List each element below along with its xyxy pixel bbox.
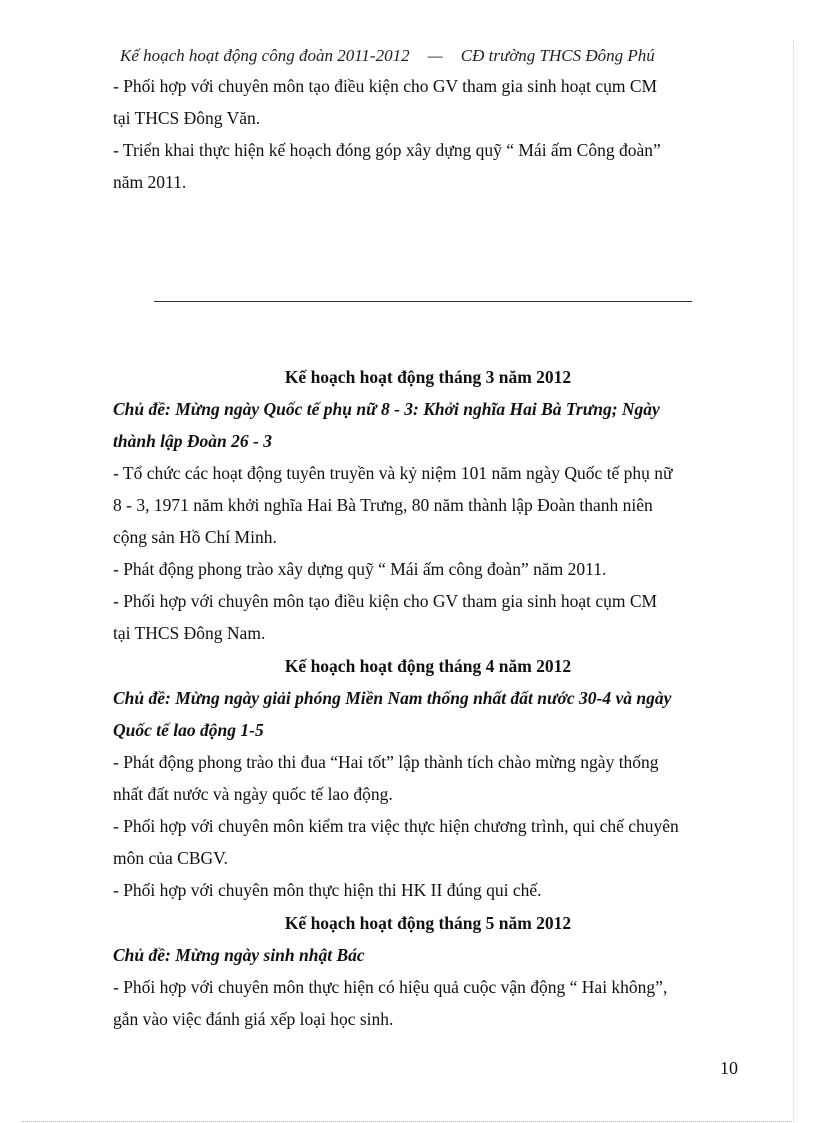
paragraph-line: 8 - 3, 1971 năm khởi nghĩa Hai Bà Trưng, 80 năm thành lập Đoàn thanh niên bbox=[113, 495, 653, 515]
running-header bbox=[120, 46, 740, 66]
paragraph-line: - Tổ chức các hoạt động tuyên truyền và kỷ niệm 101 năm ngày Quốc tế phụ nữ bbox=[113, 463, 673, 483]
section-title: Kế hoạch hoạt động tháng 3 năm 2012 bbox=[284, 367, 572, 387]
paragraph-line: - Phối hợp với chuyên môn tạo điều kiện cho GV tham gia sinh hoạt cụm CM bbox=[113, 76, 658, 96]
paragraph-line: gắn vào việc đánh giá xếp loại học sinh. bbox=[113, 1009, 394, 1029]
header-right-text: CĐ trường THCS Đông Phú bbox=[460, 46, 655, 65]
paragraph-line: nhất đất nước và ngày quốc tế lao động. bbox=[113, 784, 393, 804]
paragraph-line: - Triển khai thực hiện kế hoạch đóng góp xây dựng quỹ “ Mái ấm Công đoàn” bbox=[113, 140, 661, 160]
section-topic: Chủ đề: Mừng ngày giải phóng Miền Nam thống nhất đất nước 30-4 và ngày bbox=[113, 688, 672, 708]
horizontal-divider bbox=[154, 301, 692, 302]
paragraph-line: tại THCS Đông Nam. bbox=[113, 623, 266, 643]
paragraph-line: - Phối hợp với chuyên môn kiểm tra việc thực hiện chương trình, qui chế chuyên bbox=[113, 816, 679, 836]
paragraph-line: năm 2011. bbox=[113, 172, 187, 192]
paragraph-line: - Phát động phong trào xây dựng quỹ “ Mái ấm công đoàn” năm 2011. bbox=[113, 559, 607, 579]
section-april bbox=[113, 650, 743, 906]
section-topic: thành lập Đoàn 26 - 3 bbox=[113, 431, 272, 451]
header-separator: — bbox=[427, 46, 443, 65]
page-number: 10 bbox=[720, 1058, 738, 1078]
header-left-text: Kế hoạch hoạt động công đoàn 2011-2012 bbox=[120, 46, 410, 65]
top-block bbox=[113, 70, 743, 198]
section-topic: Chủ đề: Mừng ngày sinh nhật Bác bbox=[113, 945, 365, 965]
paragraph-line: - Phát động phong trào thi đua “Hai tốt” lập thành tích chào mừng ngày thống bbox=[113, 752, 659, 772]
section-may bbox=[113, 907, 743, 1035]
page-bottom-rule bbox=[22, 1121, 794, 1122]
section-topic: Quốc tế lao động 1-5 bbox=[113, 720, 264, 740]
section-march bbox=[113, 361, 743, 649]
paragraph-line: cộng sản Hồ Chí Minh. bbox=[113, 527, 277, 547]
section-title: Kế hoạch hoạt động tháng 4 năm 2012 bbox=[284, 656, 572, 676]
paragraph-line: môn của CBGV. bbox=[113, 848, 228, 868]
paragraph-line: - Phối hợp với chuyên môn thực hiện thi HK II đúng qui chế. bbox=[113, 880, 542, 900]
section-topic: Chủ đề: Mừng ngày Quốc tế phụ nữ 8 - 3: Khởi nghĩa Hai Bà Trưng; Ngày bbox=[113, 399, 660, 419]
section-title: Kế hoạch hoạt động tháng 5 năm 2012 bbox=[284, 913, 572, 933]
paragraph-line: - Phối hợp với chuyên môn thực hiện có hiệu quả cuộc vận động “ Hai không”, bbox=[113, 977, 668, 997]
page-edge-rule bbox=[793, 40, 794, 1122]
paragraph-line: - Phối hợp với chuyên môn tạo điều kiện cho GV tham gia sinh hoạt cụm CM bbox=[113, 591, 658, 611]
paragraph-line: tại THCS Đông Văn. bbox=[113, 108, 261, 128]
